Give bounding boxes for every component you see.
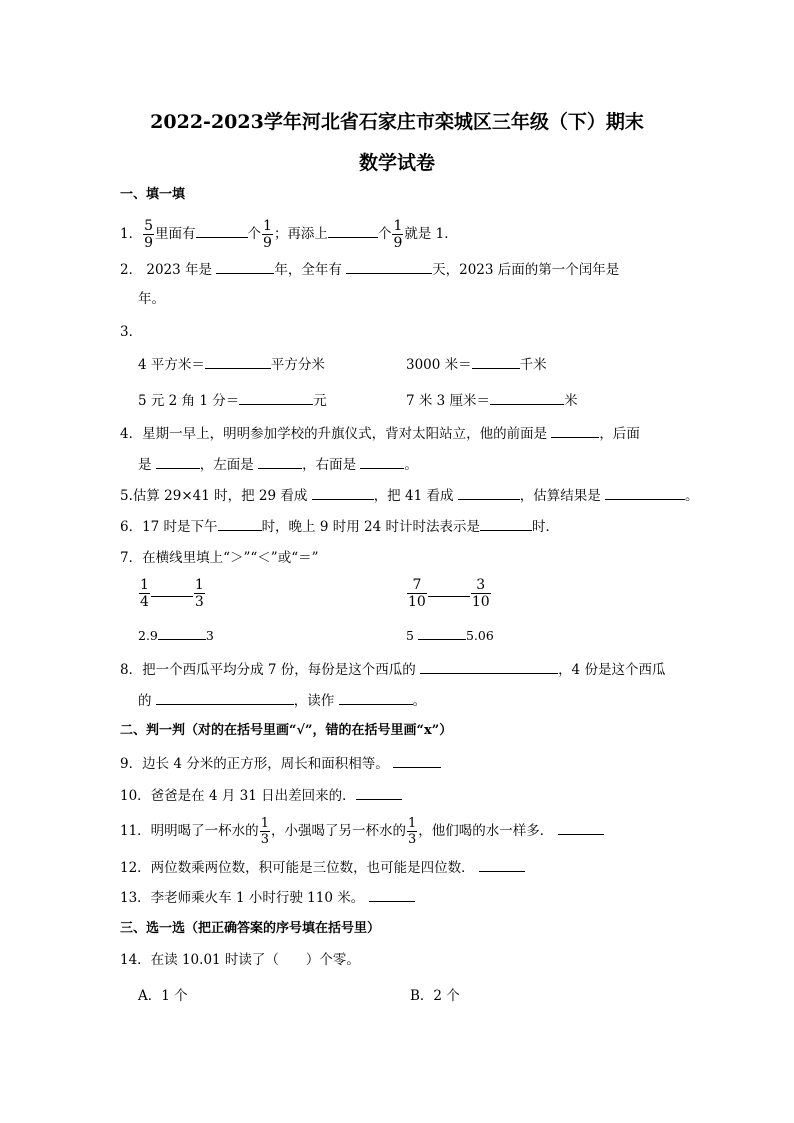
fraction: $\frac{1}{4}$: [140, 577, 149, 610]
answer-blank[interactable]: [328, 223, 378, 238]
answer-blank[interactable]: [420, 659, 558, 674]
answer-blank[interactable]: [218, 516, 262, 531]
question-12: 12．两位数乘两位数，积可能是三位数，也可能是四位数．: [120, 857, 525, 878]
exam-subtitle: 数学试卷: [358, 152, 435, 174]
question-7-pair-3: 2.9 3: [138, 625, 214, 646]
question-11: 11．明明喝了一杯水的 $\frac{1}{3}$ ，小强喝了另一杯水的 $\frac{1}{3}$ ，他们喝的水一样多．: [120, 817, 604, 846]
question-5: 5.估算 29×41 时，把 29 看成 ，把 41 看成 ，估算结果是 。: [120, 485, 699, 506]
answer-blank[interactable]: [346, 259, 432, 274]
section-heading-judge: 二、判一判（对的在括号里画“√”，错的在括号里画“x”）: [120, 723, 453, 738]
fraction: $\frac{1}{3}$: [407, 816, 417, 847]
answer-blank[interactable]: [418, 625, 466, 640]
question-14: 14．在读 10.01 时读了（ ）个零。: [120, 952, 360, 968]
question-3a: 4 平方米＝ 平方分米: [138, 354, 325, 375]
answer-blank[interactable]: [216, 259, 274, 274]
question-3b: 3000 米＝ 千米: [406, 354, 547, 375]
answer-blank[interactable]: [196, 223, 248, 238]
answer-blank[interactable]: [239, 390, 313, 405]
fraction: $\frac{3}{10}$: [471, 577, 490, 610]
answer-blank[interactable]: [458, 485, 520, 500]
question-10: 10．爸爸是在 4 月 31 日出差回来的．: [120, 785, 402, 806]
answer-blank[interactable]: [151, 582, 193, 597]
question-7: 7．在横线里填上“＞”“＜”或“＝”: [120, 550, 319, 566]
answer-blank[interactable]: [205, 354, 271, 369]
question-3: 3．: [120, 324, 143, 340]
question-8: 8．把一个西瓜平均分成 7 份，每份是这个西瓜的 ，4 份是这个西瓜: [120, 659, 665, 680]
answer-blank[interactable]: [156, 690, 294, 705]
answer-blank[interactable]: [428, 582, 470, 597]
answer-blank[interactable]: [479, 857, 525, 872]
question-7-pair-1: [138, 578, 206, 609]
answer-blank[interactable]: [558, 820, 604, 835]
answer-blank[interactable]: [490, 390, 564, 405]
question-6: 6．17 时是下午 时，晚上 9 时用 24 时计时法表示是 时．: [120, 516, 559, 537]
answer-blank[interactable]: [393, 753, 441, 768]
question-1: 1． $\frac{5}{9}$ 里面有 个 $\frac{1}{9}$ ；再添上 个 $\frac{1}{9}$ 就是 1．: [120, 218, 458, 251]
answer-blank[interactable]: [158, 625, 206, 640]
question-9: 9．边长 4 分米的正方形，周长和面积相等。: [120, 753, 441, 774]
answer-blank[interactable]: [312, 485, 374, 500]
answer-blank[interactable]: [551, 423, 599, 438]
question-4-cont: 是 ，左面是 ，右面是 。: [138, 454, 418, 475]
answer-blank[interactable]: [369, 887, 415, 902]
question-13: 13．李老师乘火车 1 小时行驶 110 米。: [120, 887, 415, 908]
option-a[interactable]: A．1 个: [138, 988, 188, 1004]
section-heading-choose: 三、选一选（把正确答案的序号填在括号里）: [120, 921, 381, 936]
fraction: $\frac{5}{9}$: [144, 218, 154, 251]
fraction: $\frac{1}{3}$: [260, 816, 269, 847]
question-3d: 7 米 3 厘米＝ 米: [406, 390, 578, 411]
question-7-pair-4: 5 5.06: [406, 625, 494, 646]
answer-blank[interactable]: [258, 454, 302, 469]
section-heading-fill: 一、填一填: [120, 187, 186, 202]
question-3c: 5 元 2 角 1 分＝ 元: [138, 390, 327, 411]
answer-blank[interactable]: [339, 690, 413, 705]
answer-blank[interactable]: [356, 785, 402, 800]
option-b[interactable]: B．2 个: [410, 988, 460, 1004]
question-2: 2． 2023 年是 年，全年有 天，2023 后面的第一个闰年是: [120, 259, 619, 280]
answer-blank[interactable]: [605, 485, 685, 500]
question-2-cont: 年。: [138, 291, 165, 307]
fraction: $\frac{1}{9}$: [263, 218, 272, 251]
fraction: $\frac{1}{3}$: [194, 577, 204, 610]
answer-blank[interactable]: [156, 454, 200, 469]
question-7-pair-2: [406, 578, 492, 609]
answer-blank[interactable]: [472, 354, 520, 369]
fraction: $\frac{1}{9}$: [393, 218, 403, 251]
question-8-cont: 的 ，读作 。: [138, 690, 426, 711]
question-4: 4．星期一早上，明明参加学校的升旗仪式，背对太阳站立，他的前面是 ，后面: [120, 423, 640, 444]
question-number: 1．: [120, 226, 143, 242]
exam-title: 2022-2023学年河北省石家庄市栾城区三年级（下）期末: [150, 111, 644, 133]
answer-blank[interactable]: [480, 516, 532, 531]
fraction: $\frac{7}{10}$: [408, 577, 426, 610]
answer-blank[interactable]: [360, 454, 404, 469]
